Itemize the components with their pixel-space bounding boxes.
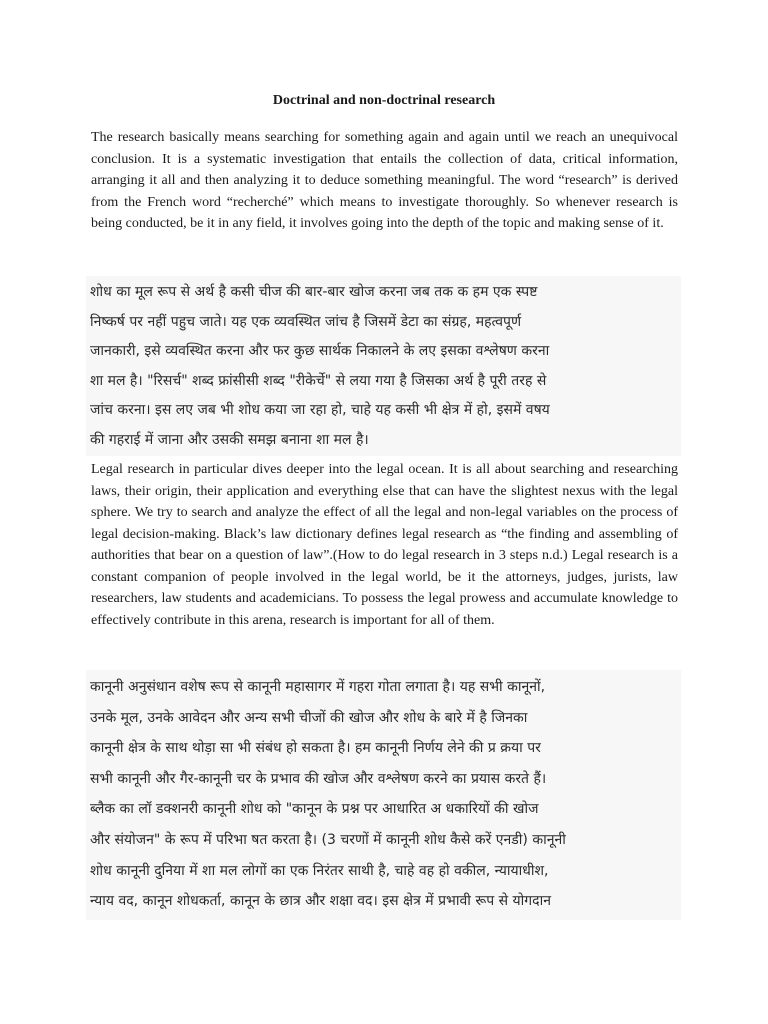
- hindi-translation-block-1: [86, 276, 681, 456]
- paragraph-research-definition: The research basically means searching for something again and again until we reach an unequivocal conclusion. It is a systematic investigation that entails the collection of data, critical information, arranging it all and then analyzing it to deduce something meaningful. The word “research” is derived from the French word “recherché” which means to investigate thoroughly. So whenever research is being conducted, be it in any field, it involves going into the depth of the topic and making sense of it.: [91, 130, 678, 231]
- hindi-line: उनके मूल, उनके आवेदन और अन्य सभी चीजों की खोज और शोध के बारे में है जिनका: [90, 709, 528, 726]
- hindi-line: की गहराई में जाना और उसकी समझ बनाना शा मल है।: [90, 431, 369, 448]
- hindi-line: जानकारी, इसे व्यवस्थित करना और फर कुछ सार्थक निकालने के लए इसका वश्लेषण करना: [90, 343, 550, 359]
- hindi-line: ब्लैक का लॉ डक्शनरी कानूनी शोध को "कानून के प्रश्न पर आधारित अ धकारियों की खोज: [90, 801, 539, 818]
- hindi-line: जांच करना। इस लए जब भी शोध कया जा रहा हो, चाहे यह कसी भी क्षेत्र में हो, इसमें वषय: [90, 402, 550, 418]
- document-title: Doctrinal and non-doctrinal research: [272, 93, 496, 108]
- hindi-line: कानूनी क्षेत्र के साथ थोड़ा सा भी संबंध हो सकता है। हम कानूनी निर्णय लेने की प्र क्रया पर: [90, 740, 541, 757]
- hindi-line: कानूनी अनुसंधान वशेष रूप से कानूनी महासागर में गहरा गोता लगाता है। यह सभी कानूनों,: [90, 679, 546, 695]
- hindi-line: और संयोजन" के रूप में परिभा षत करता है। (3 चरणों में कानूनी शोध कैसे करें एनडी) कानूनी: [90, 831, 566, 848]
- paragraph-legal-research: Legal research in particular dives deeper into the legal ocean. It is all about searching and researching laws, their origin, their application and everything else that can have the slightest nexus with the legal sphere. We try to search and analyze the effect of all the legal and non-legal variables on the process of legal decision-making. Black’s law dictionary defines legal research as “the finding and assembling of authorities that bear on a question of law”.(How to do legal research in 3 steps n.d.) Legal research is a constant companion of people involved in the legal world, be it the attorneys, judges, jurists, law researchers, law students and academicians. To possess the legal prowess and accumulate knowledge to effectively contribute in this arena, research is important for all of them.: [91, 462, 678, 628]
- hindi-line: शोध कानूनी दुनिया में शा मल लोगों का एक निरंतर साथी है, चाहे वह हो वकील, न्यायाधीश,: [90, 862, 549, 879]
- hindi-line: निष्कर्ष पर नहीं पहुच जाते। यह एक व्यवस्थित जांच है जिसमें डेटा का संग्रह, महत्वपूर्ण: [90, 313, 522, 330]
- hindi-line: शा मल है। "रिसर्च" शब्द फ्रांसीसी शब्द "रीकेर्चे" से लया गया है जिसका अर्थ है पूरी तरह से: [90, 372, 547, 389]
- hindi-line: शोध का मूल रूप से अर्थ है कसी चीज की बार-बार खोज करना जब तक क हम एक स्पष्ट: [90, 284, 538, 300]
- hindi-line: न्याय वद, कानून शोधकर्ता, कानून के छात्र और शक्षा वद। इस क्षेत्र में प्रभावी रूप से योगदान: [90, 893, 552, 910]
- hindi-translation-block-2: [86, 670, 681, 920]
- hindi-line: सभी कानूनी और गैर-कानूनी चर के प्रभाव की खोज और वश्लेषण करने का प्रयास करते हैं।: [90, 770, 547, 787]
